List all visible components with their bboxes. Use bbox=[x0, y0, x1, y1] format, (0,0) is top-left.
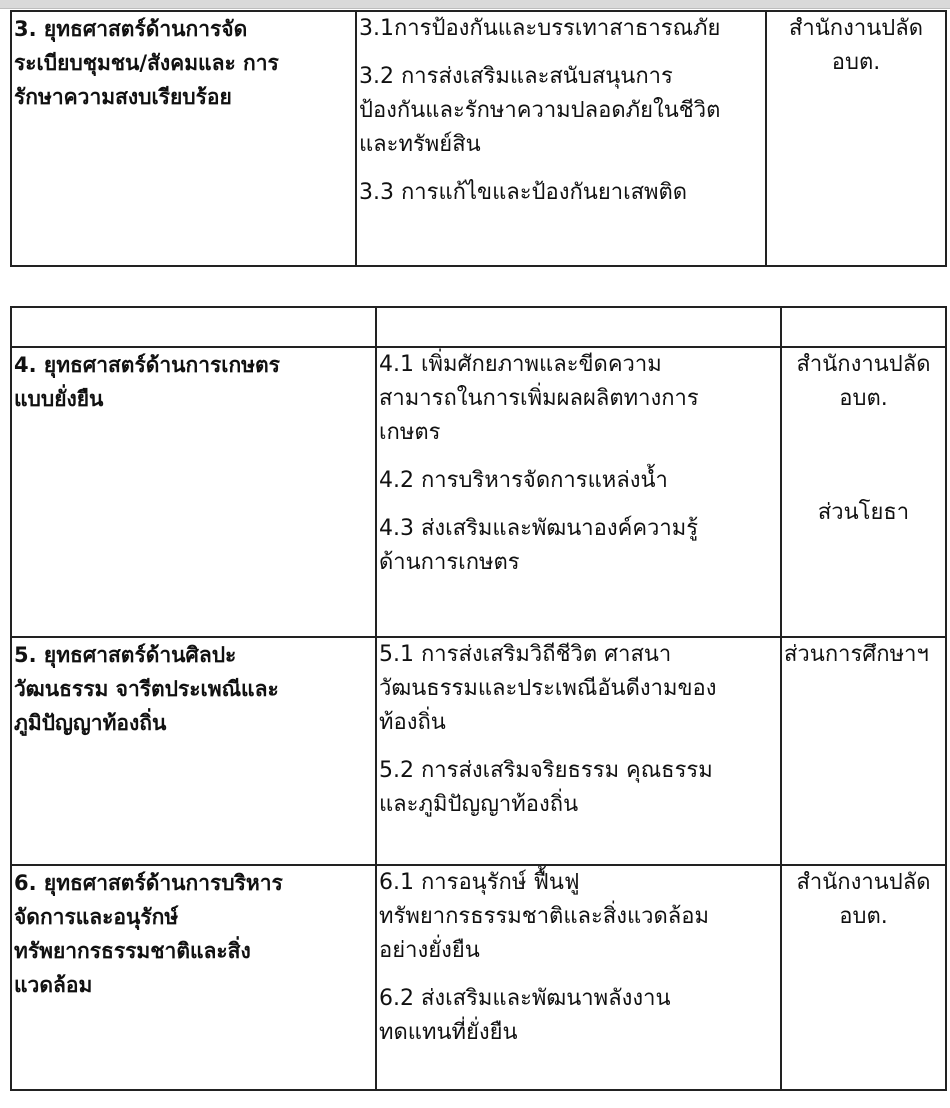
responsible-unit-cell bbox=[781, 347, 946, 637]
unit-line: สำนักงานปลัด bbox=[796, 352, 931, 377]
unit-line-secondary: ส่วนโยธา bbox=[817, 500, 910, 525]
responsible-unit-cell bbox=[781, 865, 946, 1090]
strategy-line: วัฒนธรรม จารีตประเพณีและ bbox=[14, 677, 279, 701]
plan-cell bbox=[356, 11, 766, 266]
plan-line: ทดแทนที่ยั่งยืน bbox=[379, 1020, 518, 1045]
strategy-line: ระเบียบชุมชน/สังคมและ การ bbox=[14, 51, 279, 75]
plan-item bbox=[379, 512, 778, 580]
plan-item bbox=[379, 638, 778, 740]
strategy-cell bbox=[11, 637, 376, 865]
table-header-row-empty bbox=[11, 307, 946, 347]
plan-line: ด้านการเกษตร bbox=[379, 550, 520, 575]
strategy-cell bbox=[11, 347, 376, 637]
strategy-line: แวดล้อม bbox=[14, 973, 93, 997]
unit-line: สำนักงานปลัด bbox=[796, 870, 931, 895]
plan-item bbox=[379, 866, 778, 968]
plan-line: และทรัพย์สิน bbox=[359, 132, 481, 157]
plan-line: 3.3 การแก้ไขและป้องกันยาเสพติด bbox=[359, 180, 688, 205]
plan-item bbox=[359, 60, 763, 162]
empty-cell bbox=[781, 307, 946, 347]
table-row bbox=[11, 347, 946, 637]
plan-line: และภูมิปัญญาท้องถิ่น bbox=[379, 792, 579, 817]
empty-cell bbox=[376, 307, 781, 347]
strategy-cell bbox=[11, 11, 356, 266]
plan-line: ท้องถิ่น bbox=[379, 710, 446, 735]
plan-item bbox=[359, 176, 763, 210]
responsible-unit-cell bbox=[781, 637, 946, 865]
plan-item bbox=[379, 982, 778, 1050]
plan-line: 4.2 การบริหารจัดการแหล่งน้ำ bbox=[379, 468, 668, 493]
plan-cell bbox=[376, 865, 781, 1090]
strategy-cell bbox=[11, 865, 376, 1090]
plan-item bbox=[379, 754, 778, 822]
plan-line: ทรัพยากรธรรมชาติและสิ่งแวดล้อม bbox=[379, 904, 709, 929]
plan-line: เกษตร bbox=[379, 420, 441, 445]
strategy-table-top bbox=[10, 10, 947, 267]
unit-line: สำนักงานปลัด bbox=[788, 16, 923, 41]
strategy-line: 3. ยุทธศาสตร์ด้านการจัด bbox=[14, 17, 248, 41]
plan-line: 6.1 การอนุรักษ์ ฟื้นฟู bbox=[379, 870, 580, 895]
plan-cell bbox=[376, 347, 781, 637]
plan-item bbox=[359, 12, 763, 46]
strategy-table-bottom bbox=[10, 306, 947, 1091]
strategy-line: 4. ยุทธศาสตร์ด้านการเกษตร bbox=[14, 353, 280, 377]
plan-line: 5.2 การส่งเสริมจริยธรรม คุณธรรม bbox=[379, 758, 713, 783]
plan-line: สามารถในการเพิ่มผลผลิตทางการ bbox=[379, 386, 699, 411]
plan-cell bbox=[376, 637, 781, 865]
plan-line: วัฒนธรรมและประเพณีอันดีงามของ bbox=[379, 676, 717, 701]
plan-line: อย่างยั่งยืน bbox=[379, 938, 480, 963]
plan-line: 3.1การป้องกันและบรรเทาสาธารณภัย bbox=[359, 16, 721, 41]
plan-item bbox=[379, 348, 778, 450]
plan-line: ป้องกันและรักษาความปลอดภัยในชีวิต bbox=[359, 98, 721, 123]
unit-line: ส่วนการศึกษาฯ bbox=[784, 642, 929, 667]
table-row bbox=[11, 637, 946, 865]
strategy-line: 5. ยุทธศาสตร์ด้านศิลปะ bbox=[14, 643, 237, 667]
strategy-line: แบบยั่งยืน bbox=[14, 387, 104, 411]
page-top-border bbox=[0, 0, 950, 9]
strategy-line: ภูมิปัญญาท้องถิ่น bbox=[14, 711, 167, 735]
unit-line: อบต. bbox=[839, 904, 888, 929]
strategy-line: ทรัพยากรธรรมชาติและสิ่ง bbox=[14, 939, 251, 963]
plan-line: 4.3 ส่งเสริมและพัฒนาองค์ความรู้ bbox=[379, 516, 699, 541]
plan-line: 5.1 การส่งเสริมวิถีชีวิต ศาสนา bbox=[379, 642, 672, 667]
plan-line: 4.1 เพิ่มศักยภาพและขีดความ bbox=[379, 352, 662, 377]
plan-line: 6.2 ส่งเสริมและพัฒนาพลังงาน bbox=[379, 986, 671, 1011]
strategy-line: 6. ยุทธศาสตร์ด้านการบริหาร bbox=[14, 871, 283, 895]
table-row bbox=[11, 11, 946, 266]
strategy-line: รักษาความสงบเรียบร้อย bbox=[14, 85, 232, 109]
strategy-line: จัดการและอนุรักษ์ bbox=[14, 905, 179, 929]
empty-cell bbox=[11, 307, 376, 347]
table-row bbox=[11, 865, 946, 1090]
unit-line: อบต. bbox=[839, 386, 888, 411]
plan-line: 3.2 การส่งเสริมและสนับสนุนการ bbox=[359, 64, 673, 89]
responsible-unit-cell bbox=[766, 11, 946, 266]
unit-line: อบต. bbox=[831, 50, 881, 75]
plan-item bbox=[379, 464, 778, 498]
